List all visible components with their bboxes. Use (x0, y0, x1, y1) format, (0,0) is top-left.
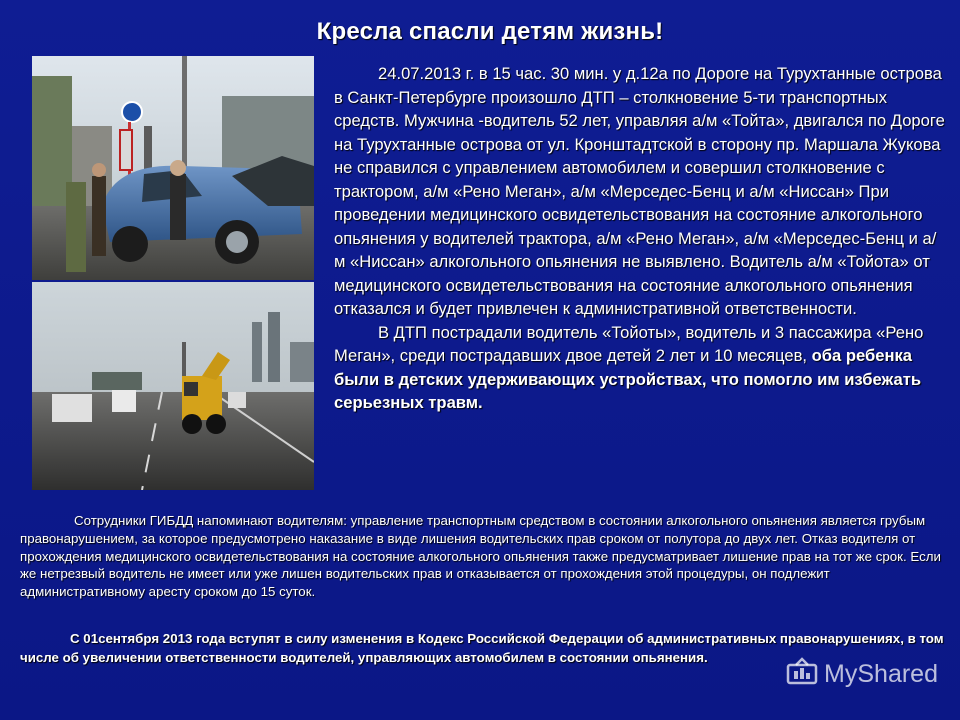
slide-title: Кресла спасли детям жизнь! (316, 18, 664, 45)
gibdd-notice (20, 512, 944, 601)
myshared-watermark-text: MyShared (824, 660, 938, 688)
article-paragraph-2-normal: В ДТП пострадали водитель «Тойоты», водитель и 3 пассажира «Рено Меган», среди пострадавших двое детей 2 лет и 10 месяцев, (334, 322, 924, 365)
road-tractor-photo (32, 282, 314, 490)
gibdd-notice-text: Сотрудники ГИБДД напоминают водителям: управление транспортным средством в состоянии алкогольного опьянения является грубым правонарушением, за которое предусмотрено наказание в виде лишения водительских прав сроком от полутора до двух лет. Отказ водителя от прохождения медицинского освидетельствования на состояние алкогольного опьянения также предусматривает лишение прав на тот же срок. Если же нетрезвый водитель не имеет или уже лишен водительских прав и отказывается от прохождения этой процедуры, он подлежит административному аресту сроком до 15 суток. (20, 513, 941, 600)
law-change-text: С 01сентября 2013 года вступят в силу изменения в Кодекс Российской Федерации об административных правонарушениях, в том числе об увеличении ответственности водителей, управляющих автомобилем в состоянии опьянения. (20, 631, 944, 665)
article-paragraph-2-bold: оба ребенка были в детских удерживающих устройствах, что помогло им избежать серьезных травм. (334, 346, 922, 412)
article-paragraph-1: 24.07.2013 г. в 15 час. 30 мин. у д.12а по Дороге на Турухтанные острова в Санкт-Петербурге произошло ДТП – столкновение 5-ти транспортных средств. Мужчина -водитель 52 лет, управляя а/м «Тойта», двигался по Дороге на Турухтанные острова от ул. Кронштадтской в сторону пр. Маршала Жукова не справился с управлением автомобилем и совершил столкновение с трактором, а/м «Рено Меган», а/м «Мерседес-Бенц и а/м «Ниссан» При проведении медицинского освидетельствования на состояние алкогольного опьянения у водителей трактора, а/м «Рено Меган», а/м «Мерседес-Бенц и а/м «Ниссан» алкогольного опьянения не выявлено. Водитель а/м «Тойота» от медицинского освидетельствования на состояние алкогольного опьянения отказался и будет привлечен к административной ответственности. (334, 64, 945, 318)
myshared-watermark (786, 657, 938, 692)
article-body (334, 62, 946, 415)
myshared-logo-icon (786, 657, 818, 692)
article-paragraph-2 (334, 321, 946, 415)
crash-photo (32, 56, 314, 280)
